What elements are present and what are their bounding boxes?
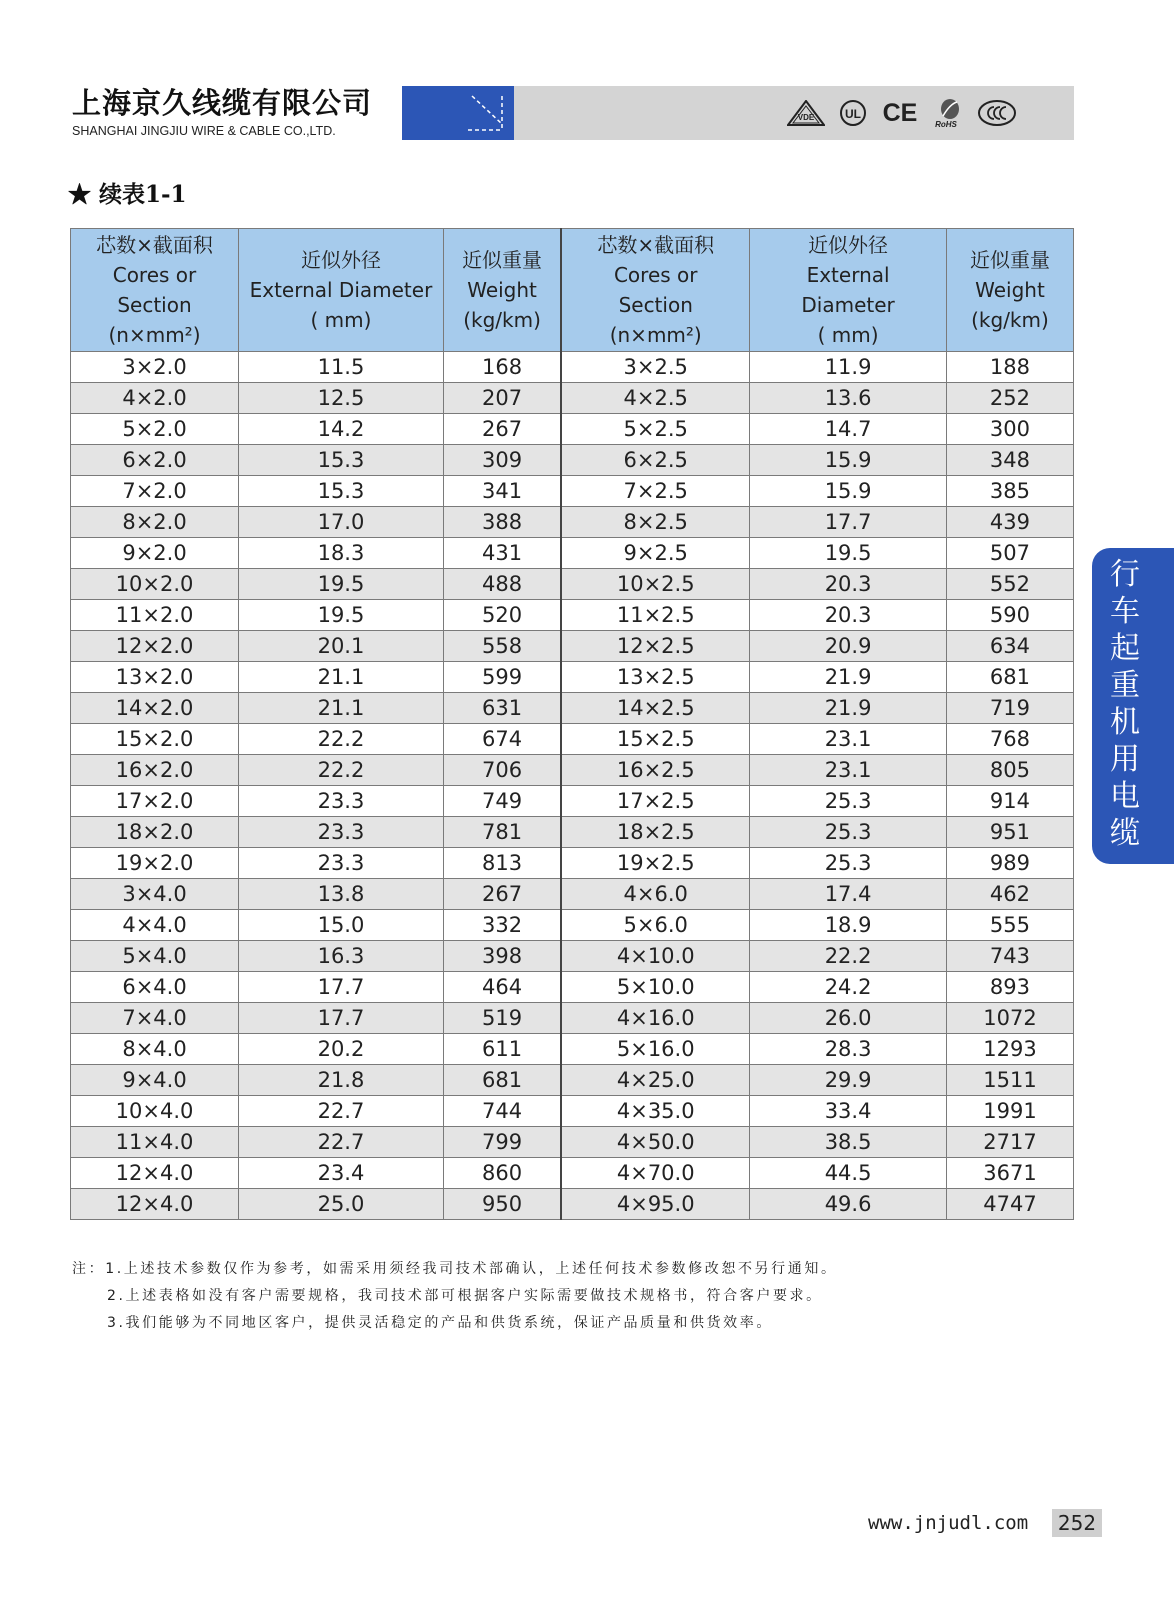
table-cell: 743 xyxy=(946,941,1073,972)
table-cell: 1511 xyxy=(946,1065,1073,1096)
table-cell: 552 xyxy=(946,569,1073,600)
table-cell: 4×95.0 xyxy=(561,1189,750,1220)
table-cell: 13.8 xyxy=(239,879,444,910)
table-cell: 23.3 xyxy=(239,817,444,848)
table-cell: 4×50.0 xyxy=(561,1127,750,1158)
note-line: 3.我们能够为不同地区客户，提供灵活稳定的产品和供货系统，保证产品质量和供货效率。 xyxy=(107,1315,773,1331)
table-cell: 13.6 xyxy=(750,383,947,414)
table-cell: 23.1 xyxy=(750,724,947,755)
table-cell: 7×4.0 xyxy=(71,1003,239,1034)
vde-mark-icon xyxy=(786,100,826,126)
table-cell: 22.7 xyxy=(239,1127,444,1158)
table-cell: 4747 xyxy=(946,1189,1073,1220)
table-cell: 188 xyxy=(946,352,1073,383)
table-cell: 781 xyxy=(443,817,561,848)
table-cell: 11×2.0 xyxy=(71,600,239,631)
table-cell: 3671 xyxy=(946,1158,1073,1189)
table-cell: 19×2.5 xyxy=(561,848,750,879)
table-cell: 341 xyxy=(443,476,561,507)
table-cell: 5×2.5 xyxy=(561,414,750,445)
table-cell: 860 xyxy=(443,1158,561,1189)
table-cell: 388 xyxy=(443,507,561,538)
table-cell: 634 xyxy=(946,631,1073,662)
table-cell: 44.5 xyxy=(750,1158,947,1189)
table-cell: 385 xyxy=(946,476,1073,507)
table-cell: 18.9 xyxy=(750,910,947,941)
column-header-line: Diameter xyxy=(801,293,895,317)
table-cell: 674 xyxy=(443,724,561,755)
table-row xyxy=(71,538,1074,569)
table-cell: 19.5 xyxy=(239,600,444,631)
side-tab-char: 重 xyxy=(1110,668,1140,703)
table-cell: 300 xyxy=(946,414,1073,445)
table-cell: 14×2.0 xyxy=(71,693,239,724)
table-cell: 5×2.0 xyxy=(71,414,239,445)
table-cell: 989 xyxy=(946,848,1073,879)
rohs-mark-icon xyxy=(930,100,966,126)
table-cell: 22.2 xyxy=(750,941,947,972)
column-header-line: ( mm) xyxy=(310,308,372,332)
category-side-tab xyxy=(1092,548,1174,864)
table-cell: 21.9 xyxy=(750,662,947,693)
table-cell: 19.5 xyxy=(239,569,444,600)
table-cell: 4×6.0 xyxy=(561,879,750,910)
table-cell: 267 xyxy=(443,879,561,910)
table-cell: 9×2.0 xyxy=(71,538,239,569)
table-row xyxy=(71,600,1074,631)
table-cell: 4×70.0 xyxy=(561,1158,750,1189)
table-row xyxy=(71,662,1074,693)
table-cell: 7×2.0 xyxy=(71,476,239,507)
table-cell: 14.2 xyxy=(239,414,444,445)
table-cell: 17.7 xyxy=(750,507,947,538)
column-header-line: External Diameter xyxy=(249,278,433,302)
table-cell: 5×6.0 xyxy=(561,910,750,941)
table-cell: 10×2.0 xyxy=(71,569,239,600)
side-tab-char: 缆 xyxy=(1110,816,1140,851)
table-cell: 18.3 xyxy=(239,538,444,569)
table-cell: 681 xyxy=(443,1065,561,1096)
table-row xyxy=(71,352,1074,383)
header-blue-block xyxy=(402,86,514,140)
table-cell: 9×2.5 xyxy=(561,538,750,569)
column-header-line: (kg/km) xyxy=(971,308,1049,332)
table-row xyxy=(71,1003,1074,1034)
table-cell: 3×2.0 xyxy=(71,352,239,383)
table-cell: 14×2.5 xyxy=(561,693,750,724)
arrow-decoration-icon xyxy=(402,86,514,140)
table-row xyxy=(71,972,1074,1003)
table-row xyxy=(71,1189,1074,1220)
column-header-line: ( mm) xyxy=(817,323,879,347)
table-cell: 15.3 xyxy=(239,476,444,507)
table-cell: 10×4.0 xyxy=(71,1096,239,1127)
page-number: 252 xyxy=(1052,1509,1102,1537)
table-cell: 8×2.5 xyxy=(561,507,750,538)
table-cell: 462 xyxy=(946,879,1073,910)
table-cell: 168 xyxy=(443,352,561,383)
svg-text:UL: UL xyxy=(845,107,861,121)
table-header-row xyxy=(71,229,1074,352)
table-cell: 332 xyxy=(443,910,561,941)
side-tab-label xyxy=(1092,556,1158,852)
company-name-cn: 上海京久线缆有限公司 xyxy=(72,86,373,120)
table-row xyxy=(71,755,1074,786)
table-cell: 19×2.0 xyxy=(71,848,239,879)
table-row xyxy=(71,476,1074,507)
ccc-mark-icon xyxy=(976,100,1018,126)
table-cell: 22.7 xyxy=(239,1096,444,1127)
table-cell: 744 xyxy=(443,1096,561,1127)
side-tab-char: 机 xyxy=(1110,705,1140,740)
table-cell: 11.9 xyxy=(750,352,947,383)
table-cell: 49.6 xyxy=(750,1189,947,1220)
table-cell: 4×10.0 xyxy=(561,941,750,972)
table-cell: 6×2.5 xyxy=(561,445,750,476)
table-cell: 20.3 xyxy=(750,600,947,631)
table-cell: 25.3 xyxy=(750,848,947,879)
table-cell: 681 xyxy=(946,662,1073,693)
table-cell: 16.3 xyxy=(239,941,444,972)
column-header-line: Weight xyxy=(467,278,537,302)
table-cell: 267 xyxy=(443,414,561,445)
table-cell: 7×2.5 xyxy=(561,476,750,507)
column-header xyxy=(561,229,750,352)
column-header-line: 近似外径 xyxy=(300,248,381,272)
table-cell: 439 xyxy=(946,507,1073,538)
table-cell: 950 xyxy=(443,1189,561,1220)
table-cell: 18×2.5 xyxy=(561,817,750,848)
table-row xyxy=(71,879,1074,910)
table-cell: 914 xyxy=(946,786,1073,817)
table-cell: 4×2.5 xyxy=(561,383,750,414)
column-header-line: 近似重量 xyxy=(462,248,543,272)
table-row xyxy=(71,693,1074,724)
column-header xyxy=(239,229,444,352)
table-cell: 1991 xyxy=(946,1096,1073,1127)
table-cell: 799 xyxy=(443,1127,561,1158)
table-cell: 252 xyxy=(946,383,1073,414)
column-header-line: 近似重量 xyxy=(969,248,1050,272)
table-cell: 18×2.0 xyxy=(71,817,239,848)
table-cell: 23.4 xyxy=(239,1158,444,1189)
table-cell: 15×2.5 xyxy=(561,724,750,755)
svg-text:VDE: VDE xyxy=(797,113,815,122)
table-cell: 3×2.5 xyxy=(561,352,750,383)
table-cell: 431 xyxy=(443,538,561,569)
table-cell: 8×4.0 xyxy=(71,1034,239,1065)
column-header xyxy=(443,229,561,352)
table-cell: 1293 xyxy=(946,1034,1073,1065)
table-row xyxy=(71,414,1074,445)
table-row xyxy=(71,941,1074,972)
table-cell: 29.9 xyxy=(750,1065,947,1096)
table-cell: 38.5 xyxy=(750,1127,947,1158)
column-header-line: Cores or xyxy=(112,263,197,287)
table-cell: 5×4.0 xyxy=(71,941,239,972)
table-cell: 15.9 xyxy=(750,476,947,507)
table-cell: 20.3 xyxy=(750,569,947,600)
table-row xyxy=(71,445,1074,476)
table-cell: 12×4.0 xyxy=(71,1189,239,1220)
table-cell: 488 xyxy=(443,569,561,600)
section-title: ★ 续表1-1 xyxy=(68,181,187,208)
column-header-line: (n×mm²) xyxy=(609,323,702,347)
table-row xyxy=(71,817,1074,848)
table-cell: 25.0 xyxy=(239,1189,444,1220)
table-cell: 23.1 xyxy=(750,755,947,786)
table-cell: 20.2 xyxy=(239,1034,444,1065)
column-header-line: External xyxy=(806,263,890,287)
table-row xyxy=(71,786,1074,817)
table-cell: 4×25.0 xyxy=(561,1065,750,1096)
table-cell: 17.7 xyxy=(239,1003,444,1034)
table-cell: 3×4.0 xyxy=(71,879,239,910)
table-cell: 12×2.0 xyxy=(71,631,239,662)
company-name-en: SHANGHAI JINGJIU WIRE & CABLE CO.,LTD. xyxy=(72,124,336,138)
column-header xyxy=(946,229,1073,352)
table-row xyxy=(71,569,1074,600)
table-cell: 719 xyxy=(946,693,1073,724)
table-cell: 15.3 xyxy=(239,445,444,476)
cable-spec-table xyxy=(70,228,1074,1220)
table-cell: 4×4.0 xyxy=(71,910,239,941)
table-cell: 14.7 xyxy=(750,414,947,445)
table-cell: 17.4 xyxy=(750,879,947,910)
table-cell: 805 xyxy=(946,755,1073,786)
svg-text:RoHS: RoHS xyxy=(935,120,957,128)
table-cell: 23.3 xyxy=(239,786,444,817)
table-cell: 26.0 xyxy=(750,1003,947,1034)
table-cell: 22.2 xyxy=(239,755,444,786)
table-cell: 706 xyxy=(443,755,561,786)
table-row xyxy=(71,848,1074,879)
table-cell: 590 xyxy=(946,600,1073,631)
table-cell: 1072 xyxy=(946,1003,1073,1034)
table-row xyxy=(71,1158,1074,1189)
table-cell: 11×2.5 xyxy=(561,600,750,631)
table-cell: 631 xyxy=(443,693,561,724)
table-cell: 12×2.5 xyxy=(561,631,750,662)
table-cell: 520 xyxy=(443,600,561,631)
table-cell: 555 xyxy=(946,910,1073,941)
table-cell: 13×2.5 xyxy=(561,662,750,693)
table-row xyxy=(71,383,1074,414)
table-row xyxy=(71,910,1074,941)
table-cell: 5×10.0 xyxy=(561,972,750,1003)
table-cell: 507 xyxy=(946,538,1073,569)
side-tab-char: 起 xyxy=(1110,631,1140,666)
column-header-line: 芯数×截面积 xyxy=(597,233,715,257)
table-row xyxy=(71,724,1074,755)
note-line: 2.上述表格如没有客户需要规格，我司技术部可根据客户实际需要做技术规格书，符合客户要求。 xyxy=(107,1288,823,1304)
table-cell: 21.1 xyxy=(239,662,444,693)
table-cell: 15×2.0 xyxy=(71,724,239,755)
note-line: 注：1.上述技术参数仅作为参考，如需采用须经我司技术部确认，上述任何技术参数修改恕不另行通知。 xyxy=(72,1261,838,1277)
table-cell: 28.3 xyxy=(750,1034,947,1065)
table-cell: 309 xyxy=(443,445,561,476)
table-cell: 599 xyxy=(443,662,561,693)
side-tab-char: 电 xyxy=(1110,779,1140,814)
column-header xyxy=(71,229,239,352)
side-tab-char: 行 xyxy=(1110,557,1140,592)
table-cell: 15.9 xyxy=(750,445,947,476)
table-cell: 2717 xyxy=(946,1127,1073,1158)
table-cell: 207 xyxy=(443,383,561,414)
table-cell: 10×2.5 xyxy=(561,569,750,600)
footer-url: www.jnjudl.com xyxy=(868,1512,1029,1534)
table-cell: 23.3 xyxy=(239,848,444,879)
table-cell: 348 xyxy=(946,445,1073,476)
table-cell: 15.0 xyxy=(239,910,444,941)
table-cell: 12×4.0 xyxy=(71,1158,239,1189)
table-cell: 33.4 xyxy=(750,1096,947,1127)
table-cell: 25.3 xyxy=(750,786,947,817)
table-cell: 398 xyxy=(443,941,561,972)
table-cell: 20.1 xyxy=(239,631,444,662)
table-cell: 8×2.0 xyxy=(71,507,239,538)
table-cell: 813 xyxy=(443,848,561,879)
table-cell: 13×2.0 xyxy=(71,662,239,693)
column-header-line: 芯数×截面积 xyxy=(96,233,213,257)
table-cell: 464 xyxy=(443,972,561,1003)
table-row xyxy=(71,1065,1074,1096)
table-cell: 11×4.0 xyxy=(71,1127,239,1158)
table-cell: 17×2.5 xyxy=(561,786,750,817)
table-cell: 25.3 xyxy=(750,817,947,848)
table-cell: 11.5 xyxy=(239,352,444,383)
table-cell: 4×35.0 xyxy=(561,1096,750,1127)
table-cell: 16×2.5 xyxy=(561,755,750,786)
table-cell: 6×2.0 xyxy=(71,445,239,476)
notes xyxy=(72,1256,838,1337)
table-cell: 20.9 xyxy=(750,631,947,662)
column-header-line: Cores or xyxy=(613,263,698,287)
table-cell: 5×16.0 xyxy=(561,1034,750,1065)
side-tab-char: 车 xyxy=(1110,594,1140,629)
table-row xyxy=(71,507,1074,538)
table-cell: 893 xyxy=(946,972,1073,1003)
table-row xyxy=(71,1034,1074,1065)
table-cell: 21.9 xyxy=(750,693,947,724)
ce-mark-icon: CE xyxy=(882,98,918,127)
table-cell: 24.2 xyxy=(750,972,947,1003)
table-cell: 17×2.0 xyxy=(71,786,239,817)
column-header-line: Section xyxy=(117,293,192,317)
column-header xyxy=(750,229,947,352)
table-cell: 21.8 xyxy=(239,1065,444,1096)
table-row xyxy=(71,631,1074,662)
table-row xyxy=(71,1096,1074,1127)
table-cell: 6×4.0 xyxy=(71,972,239,1003)
table-cell: 19.5 xyxy=(750,538,947,569)
page-header xyxy=(72,86,1074,140)
table-cell: 21.1 xyxy=(239,693,444,724)
table-cell: 17.7 xyxy=(239,972,444,1003)
table-cell: 768 xyxy=(946,724,1073,755)
table-cell: 16×2.0 xyxy=(71,755,239,786)
header-cert-bar xyxy=(514,86,1074,140)
table-cell: 4×16.0 xyxy=(561,1003,750,1034)
table-cell: 749 xyxy=(443,786,561,817)
column-header-line: (n×mm²) xyxy=(108,323,201,347)
column-header-line: Weight xyxy=(975,278,1045,302)
table-cell: 4×2.0 xyxy=(71,383,239,414)
table-cell: 9×4.0 xyxy=(71,1065,239,1096)
table-cell: 12.5 xyxy=(239,383,444,414)
table-cell: 611 xyxy=(443,1034,561,1065)
table-cell: 519 xyxy=(443,1003,561,1034)
side-tab-char: 用 xyxy=(1110,742,1140,777)
table-cell: 17.0 xyxy=(239,507,444,538)
column-header-line: Section xyxy=(618,293,693,317)
table-cell: 558 xyxy=(443,631,561,662)
ul-mark-icon xyxy=(838,100,868,126)
column-header-line: 近似外径 xyxy=(808,233,889,257)
table-cell: 22.2 xyxy=(239,724,444,755)
column-header-line: (kg/km) xyxy=(463,308,541,332)
table-row xyxy=(71,1127,1074,1158)
table-cell: 951 xyxy=(946,817,1073,848)
